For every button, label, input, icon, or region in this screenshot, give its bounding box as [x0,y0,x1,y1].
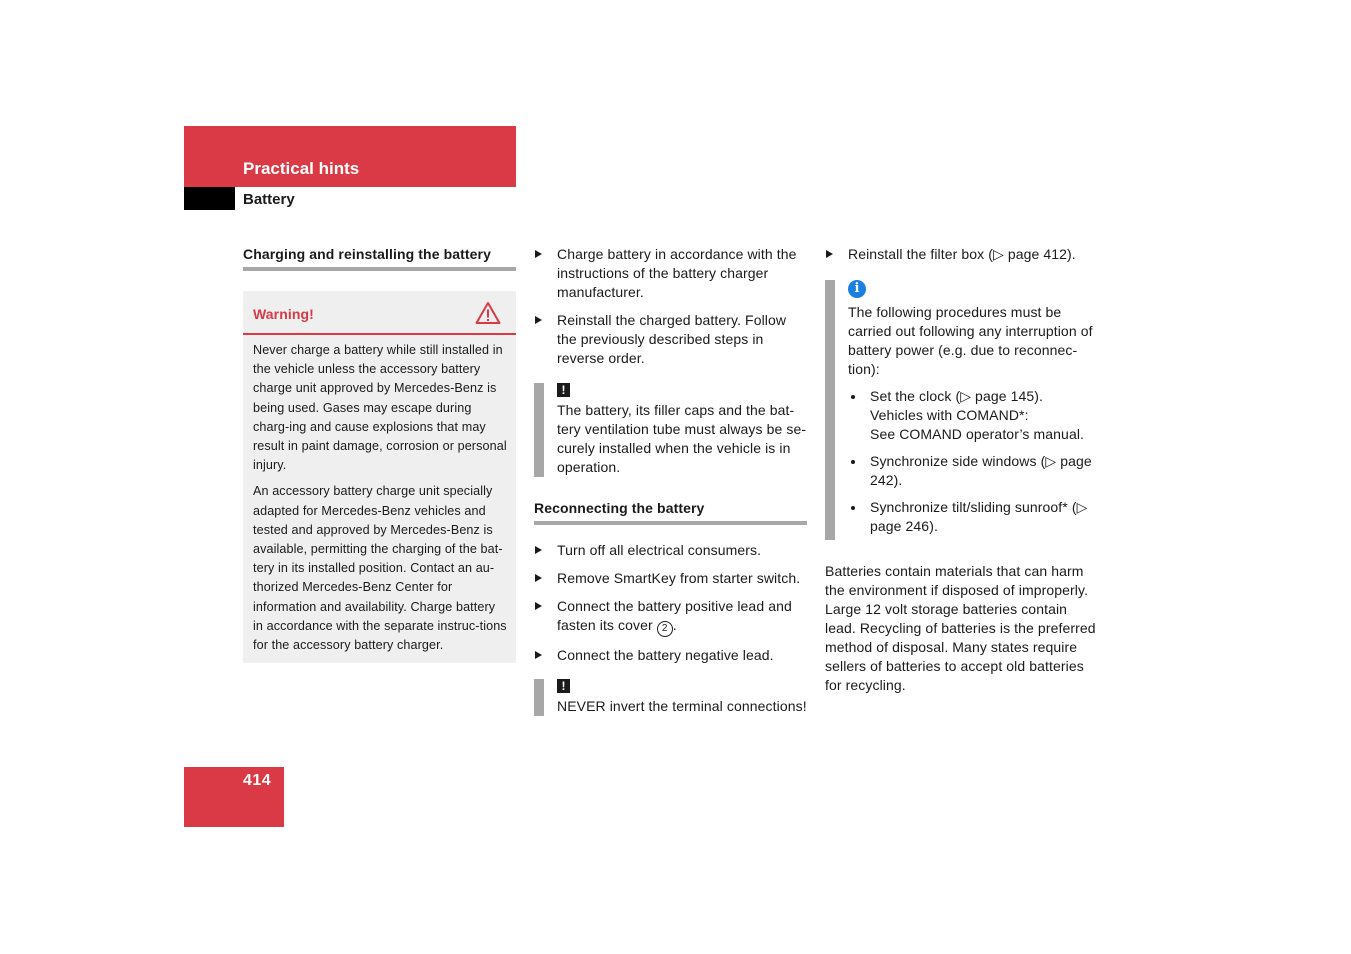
exclamation-icon: ! [557,383,570,397]
info-intro: The following procedures must be carried out following any interruption of battery power (e.g. due to reconnec-tion): [848,304,1093,377]
chapter-title: Practical hints [243,159,360,178]
info-notice [825,280,1100,540]
warning-paragraph: An accessory battery charge unit specially adapted for Mercedes-Benz vehicles and tested and approved by Mercedes-Benz is available, permitting the charging of the bat-tery in its installed position. Contact an au-thorized Mercedes-Benz Center for information and availability. Charge battery in accordance with the separate instruc-tions for the accessory battery charger. [253,484,507,653]
warning-box [243,291,516,663]
warning-triangle-icon [475,301,501,325]
warning-header [243,291,516,335]
notice-bar [534,383,544,477]
section-marker [184,187,235,210]
caution-notice [534,679,807,716]
step-item: Reinstall the charged battery. Follow the previously described steps in reverse order. [534,311,807,368]
step-item: Connect the battery positive lead and fasten its cover 2 . [534,597,807,637]
bullet-line: Vehicles with COMAND*: [870,407,1029,423]
step-item: Remove SmartKey from starter switch. [534,569,807,588]
callout-number: 2 [657,621,673,637]
notice-text: NEVER invert the terminal connections! [557,698,807,714]
step-item: Charge battery in accordance with the instructions of the battery charger manufacturer. [534,245,807,302]
step-item: Reinstall the filter box (▷ page 412). [825,245,1100,264]
bullet-item [848,387,1100,444]
section-title: Battery [243,191,295,208]
caution-notice [534,383,807,477]
column-left [243,245,516,663]
warning-body [243,335,516,663]
page-number: 414 [243,772,272,789]
step-item: Connect the battery negative lead. [534,646,807,665]
bullet-line: See COMAND operator’s manual. [870,426,1085,442]
bullet-item: Synchronize side windows (▷ page 242). [848,452,1100,490]
step-text: Connect the battery positive lead and fasten its cover [557,598,792,633]
step-item: Turn off all electrical consumers. [534,541,807,560]
notice-text: The battery, its filler caps and the bat-tery ventilation tube must always be se-curely installed when the vehicle is in operation. [557,402,807,475]
info-icon: i [848,280,866,298]
exclamation-icon: ! [557,679,570,693]
section-heading-reconnecting: Reconnecting the battery [534,499,807,525]
notice-bar [534,679,544,716]
recycling-paragraph: Batteries contain materials that can harm the environment if disposed of improperly. Large 12 volt storage batteries contain lead. Recycling of batteries is the preferred method of disposal. Many states require sellers of batteries to accept old batteries for recycling. [825,563,1096,693]
warning-paragraph: Never charge a battery while still installed in the vehicle unless the accessory battery charge unit approved by Mercedes-Benz is being used. Gases may escape during charg-ing and cause explosions that may result in paint damage, corrosion or personal injury. [253,343,507,473]
section-heading-charging: Charging and reinstalling the battery [243,245,516,271]
column-middle [534,245,807,716]
bullet-line: Set the clock (▷ page 145). [870,388,1044,404]
bullet-item: Synchronize tilt/sliding sunroof* (▷ page 246). [848,498,1100,536]
warning-title: Warning! [253,306,314,322]
column-right [825,245,1100,695]
notice-bar [825,280,835,540]
